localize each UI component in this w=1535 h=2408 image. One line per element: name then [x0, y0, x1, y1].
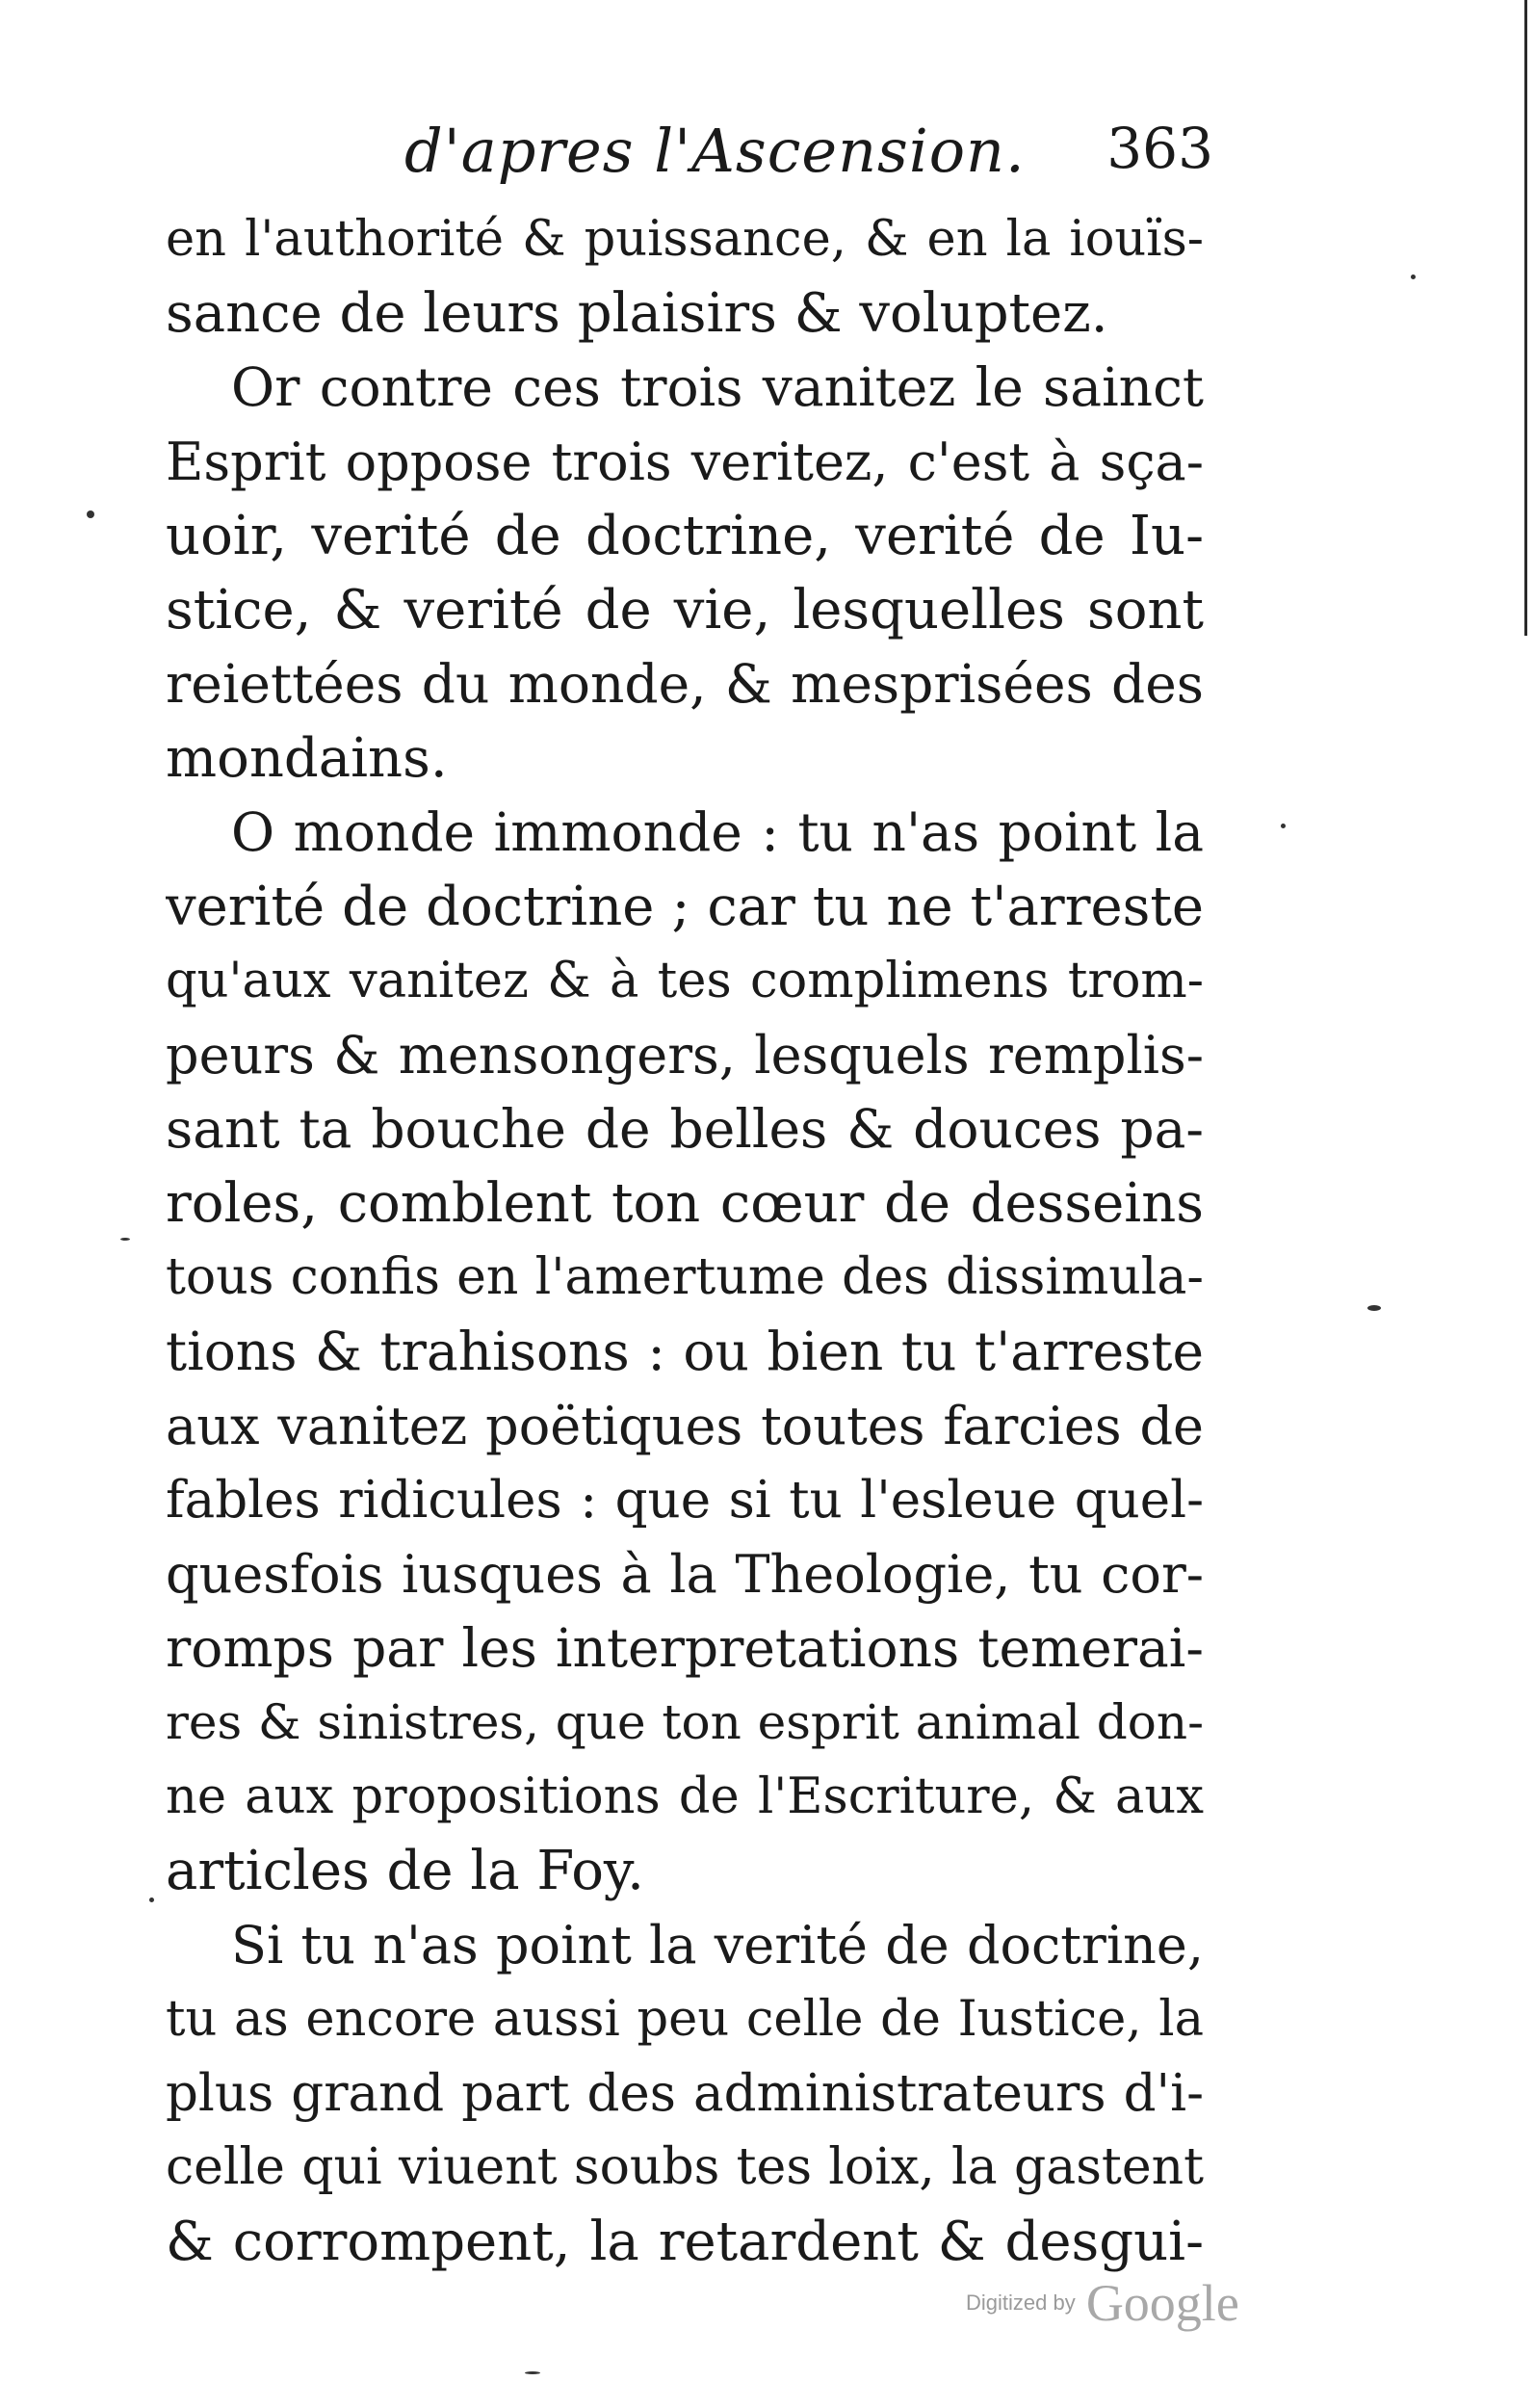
text-line: sant ta bouche de belles & douces pa- — [166, 1098, 1204, 1160]
text-line: tions & trahisons : ou bien tu t'arreste — [166, 1321, 1204, 1382]
google-wordmark: Google — [1085, 2274, 1239, 2332]
paragraph — [166, 351, 1204, 796]
text-line: reiettées du monde, & mesprisées des — [166, 653, 1204, 715]
text-line: sance de leurs plaisirs & voluptez. — [166, 282, 1108, 345]
scan-speck — [1281, 824, 1286, 828]
scan-speck — [1411, 275, 1416, 279]
scan-speck — [120, 1238, 130, 1241]
scan-speck — [149, 1898, 154, 1902]
text-line: verité de doctrine ; car tu ne t'arreste — [166, 876, 1204, 938]
text-line: Si tu n'as point la verité de doctrine, — [231, 1915, 1204, 1976]
text-line: en l'authorité & puissance, & en la iouïs- — [166, 211, 1204, 268]
scan-speck — [525, 2371, 540, 2374]
text-line: peurs & mensongers, lesquels remplis- — [166, 1025, 1204, 1086]
body-text — [166, 202, 1204, 2279]
text-line: Or contre ces trois vanitez le sainct — [231, 356, 1204, 418]
text-line: tu as encore aussi peu celle de Iustice, la — [166, 1991, 1204, 2048]
text-line: aux vanitez poëtiques toutes farcies de — [166, 1396, 1204, 1456]
paragraph — [166, 796, 1204, 1908]
text-line: fables ridicules : que si tu l'esleue quel- — [166, 1471, 1204, 1530]
text-line: celle qui viuent soubs tes loix, la gastent — [166, 2138, 1204, 2196]
running-title: d'apres l'Ascension. — [404, 116, 1026, 186]
text-line: tous confis en l'amertume des dissimula- — [166, 1248, 1204, 1306]
page-number: 363 — [1106, 116, 1213, 181]
page-edge-rule — [1524, 0, 1527, 636]
scan-speck — [1367, 1305, 1381, 1311]
scan-speck — [87, 510, 94, 518]
text-line: & corrompent, la retardent & desgui- — [166, 2211, 1204, 2273]
text-line: res & sinistres, que ton esprit animal don- — [166, 1694, 1204, 1750]
text-line: plus grand part des administrateurs d'i- — [166, 2064, 1204, 2123]
text-line: qu'aux vanitez & à tes complimens trom- — [166, 953, 1204, 1009]
text-line: uoir, verité de doctrine, verité de Iu- — [166, 505, 1204, 567]
paragraph — [166, 1908, 1204, 2279]
text-line: ne aux propositions de l'Escriture, & aux — [166, 1768, 1204, 1825]
text-line: Esprit oppose trois veritez, c'est à sça- — [166, 432, 1204, 492]
text-line: roles, comblent ton cœur de desseins — [166, 1172, 1204, 1235]
text-line: stice, & verité de vie, lesquelles sont — [166, 579, 1204, 641]
text-line: mondains. — [166, 727, 448, 790]
paragraph — [166, 202, 1204, 351]
text-line: O monde immonde : tu n'as point la — [231, 801, 1204, 863]
text-line: romps par les interpretations temerai- — [166, 1617, 1204, 1679]
text-line: quesfois iusques à la Theologie, tu cor- — [166, 1544, 1204, 1605]
digitized-by-label: Digitized by — [966, 2290, 1076, 2315]
text-line: articles de la Foy. — [166, 1840, 644, 1902]
page-header — [404, 116, 1213, 193]
digitization-watermark — [966, 2273, 1239, 2331]
